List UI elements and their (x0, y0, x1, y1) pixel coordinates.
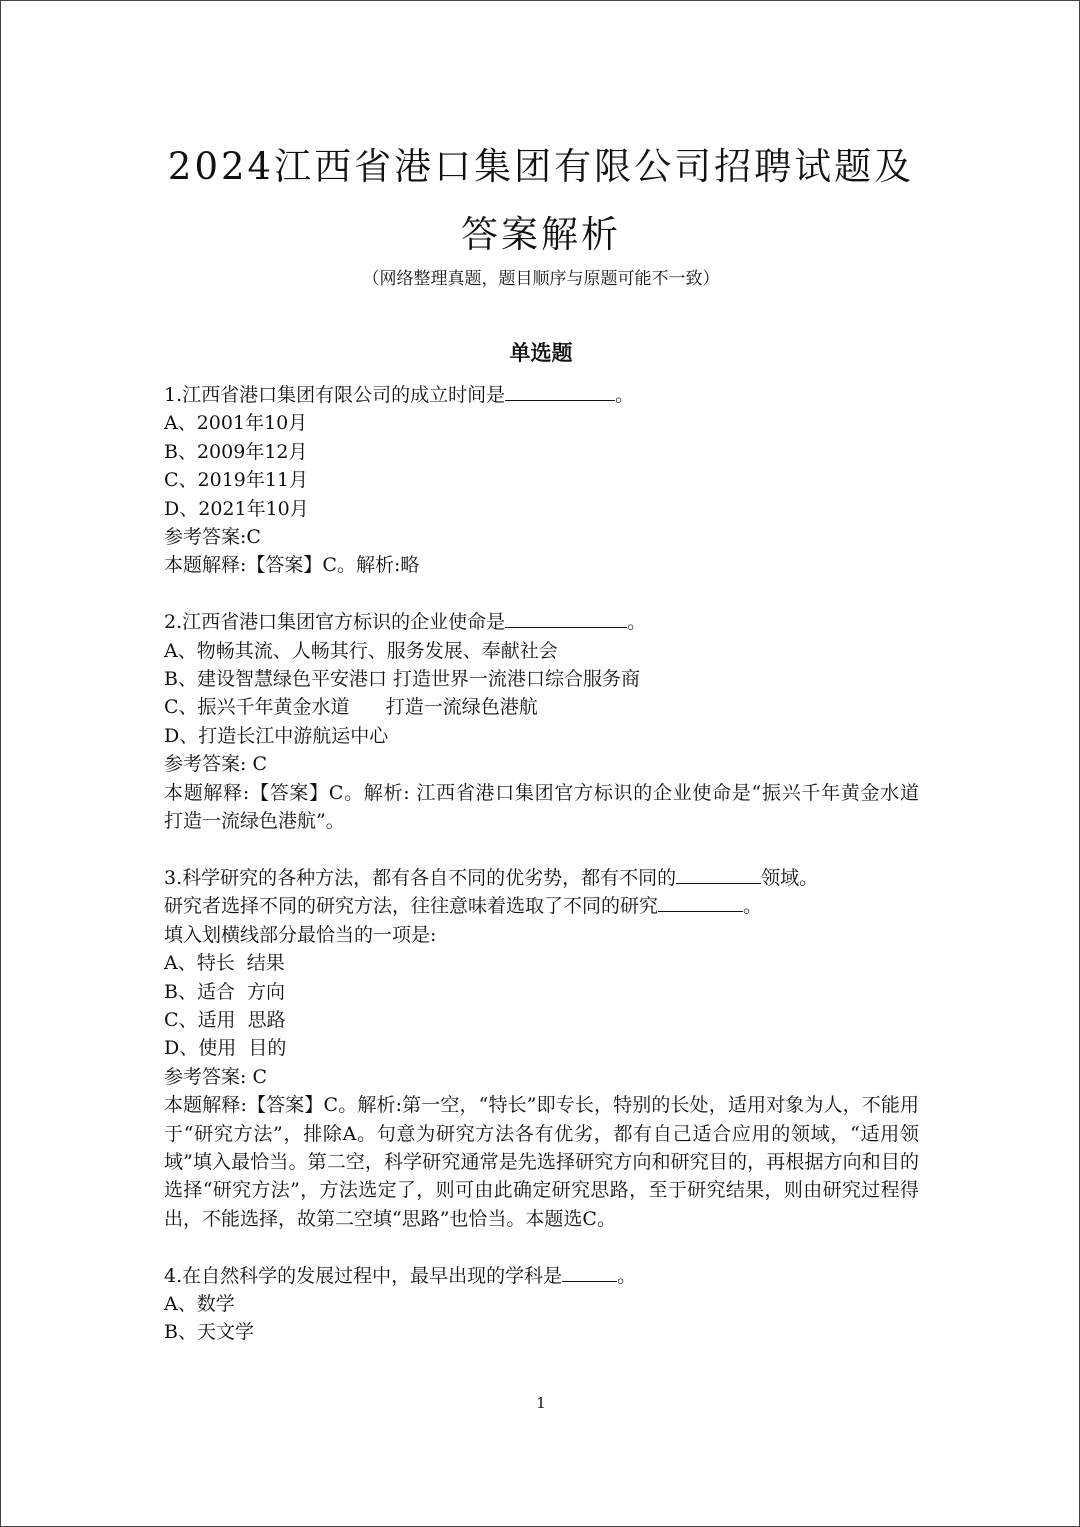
option-a: A、2001年10月 (164, 412, 308, 435)
question-stem: 1.江西省港口集团有限公司的成立时间是 。 (164, 384, 635, 406)
question-4 (164, 1262, 919, 1347)
explanation: 本题解释:【答案】C。解析: 江西省港口集团官方标识的企业使命是“振兴千年黄金水道 打造一流绿色港航”。 (164, 781, 956, 833)
option-a: A、特长 结果 (164, 952, 285, 975)
option-d: D、使用 目的 (164, 1037, 287, 1060)
document-title-line-1: 2024江西省港口集团有限公司招聘试题及 (167, 145, 915, 188)
question-instruction: 填入划横线部分最恰当的一项是: (164, 923, 437, 946)
answer-blank (676, 865, 761, 884)
document-subtitle: （网络整理真题，题目顺序与原题可能不一致） (362, 269, 720, 289)
answer-blank (505, 382, 615, 401)
explanation: 本题解释:【答案】C。解析:第一空，“特长”即专长，特别的长处，适用对象为人，不能用于“研究方法”，排除A。句意为研究方法各有优劣，都有自己适合应用的领域，“适用领域”填入最恰当。第二空，科学研究通常是先选择研究方向和研究目的，再根据方向和目的选择“研究方法”，方法选定了，则可由此确定研究思路，至于研究结果，则由研究过程得出，不能选择，故第二空填“思路”也恰当。本题选C。 (164, 1094, 919, 1230)
option-a: A、物畅其流、人畅其行、服务发展、奉献社会 (164, 639, 558, 662)
reference-answer: 参考答案: C (164, 753, 267, 776)
question-stem: 2.江西省港口集团官方标识的企业使命是 。 (164, 611, 647, 634)
document-title-line-2: 答案解析 (461, 213, 621, 256)
question-3 (164, 864, 919, 1233)
option-b: B、建设智慧绿色平安港口 打造世界一流港口综合服务商 (164, 668, 641, 691)
question-stem: 3.科学研究的各种方法，都有各自不同的优劣势，都有不同的 领域。 (164, 866, 819, 889)
page-number: 1 (536, 1394, 546, 1412)
option-c: C、振兴千年黄金水道 打造一流绿色港航 (164, 696, 538, 719)
option-b: B、适合 方向 (164, 980, 286, 1003)
question-2 (164, 608, 956, 835)
option-b: B、天文学 (164, 1321, 254, 1344)
spacer (164, 1233, 919, 1261)
answer-blank (562, 1263, 617, 1282)
question-stem: 4.在自然科学的发展过程中，最早出现的学科是 。 (164, 1264, 637, 1287)
option-b: B、2009年12月 (164, 440, 308, 463)
spacer (164, 835, 919, 863)
option-a: A、数学 (164, 1292, 235, 1315)
reference-answer: 参考答案: C (164, 1065, 267, 1088)
section-title: 单选题 (509, 341, 573, 365)
option-d: D、2021年10月 (164, 497, 309, 520)
option-c: C、适用 思路 (164, 1008, 286, 1031)
question-list (164, 381, 956, 1347)
spacer (164, 580, 919, 608)
answer-blank (505, 609, 627, 628)
question-1 (164, 381, 919, 580)
reference-answer: 参考答案:C (164, 526, 261, 549)
option-c: C、2019年11月 (164, 469, 309, 492)
answer-blank (658, 893, 743, 912)
question-stem-cont: 研究者选择不同的研究方法，往往意味着选取了不同的研究 。 (164, 895, 763, 918)
option-d: D、打造长江中游航运中心 (164, 724, 389, 747)
explanation: 本题解释:【答案】C。解析:略 (164, 554, 420, 577)
